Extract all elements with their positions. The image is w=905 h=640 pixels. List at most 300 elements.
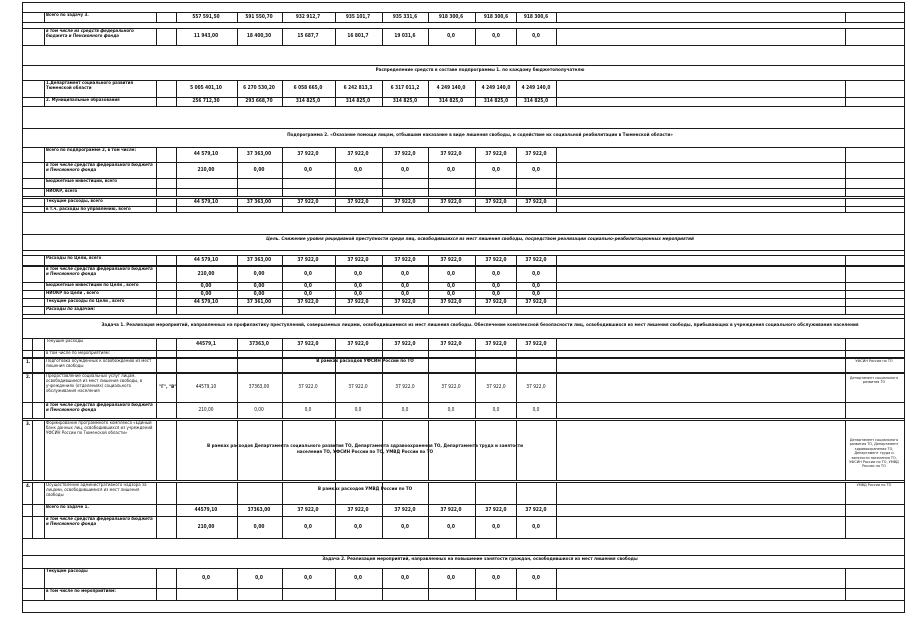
grid-line-v (282, 12, 283, 22)
grid-line-h (22, 45, 905, 46)
value-cell: 935 331,6 (392, 14, 418, 20)
value-cell: 37 922,0 (440, 341, 462, 347)
value-cell: 37 922,0 (394, 341, 416, 347)
grid-line-h (22, 480, 905, 481)
value-cell: 18 400,30 (246, 34, 272, 39)
grid-line-v (282, 198, 283, 206)
grid-line-v (176, 298, 177, 306)
grid-line-v (845, 504, 846, 516)
grid-line-v (428, 206, 429, 212)
grid-line-v (556, 306, 557, 314)
value-cell: 44579,10 (195, 385, 217, 390)
grid-line-v (44, 255, 45, 265)
row-label: НИОКР, всего (46, 189, 78, 194)
value-cell: 0,0 (304, 291, 312, 297)
value-cell: 37 922,0 (525, 152, 547, 157)
grid-line-v (516, 588, 517, 600)
value-cell: 210,00 (197, 271, 215, 277)
grid-line-v (475, 206, 476, 212)
grid-line-v (335, 178, 336, 188)
value-cell: 0,0 (447, 407, 455, 413)
row-label: Текущие расходы по Цели , всего (46, 299, 125, 304)
value-cell: 314 825,0 (345, 99, 371, 104)
grid-line-v (282, 162, 283, 178)
grid-line-v (32, 373, 33, 402)
section-heading: Распределение средств в составе подпрограммы 1. по каждому бюджетополучателю (375, 67, 585, 73)
grid-line-v (382, 178, 383, 188)
grid-line-v (176, 147, 177, 162)
grid-line-v (156, 373, 157, 402)
grid-line-v (176, 206, 177, 212)
grid-line-v (44, 306, 45, 314)
value-cell: 0,0 (492, 524, 500, 530)
grid-line-v (382, 306, 383, 314)
grid-line-v (176, 188, 177, 196)
grid-line-v (44, 28, 45, 45)
grid-line-v (556, 588, 557, 600)
grid-line-h (22, 538, 905, 539)
value-cell: 37 922,0 (486, 385, 506, 390)
value-cell: 0,0 (447, 34, 455, 39)
value-cell: 37 922,0 (347, 507, 369, 513)
grid-line-v (44, 482, 45, 504)
row-label: Всего по подпрограмме 2, в том числе: (46, 148, 137, 153)
grid-line-v (44, 402, 45, 418)
value-cell: 5 005 401,10 (190, 86, 222, 91)
grid-line-v (156, 147, 157, 162)
grid-line-v (475, 350, 476, 357)
grid-line-v (44, 338, 45, 350)
value-cell: 557 591,50 (192, 14, 220, 20)
grid-line-h (22, 65, 905, 66)
value-cell: 0,0 (304, 407, 312, 413)
grid-line-v (237, 178, 238, 188)
grid-line-v (176, 290, 177, 298)
value-cell: 37 922,0 (297, 257, 319, 263)
grid-line-v (44, 420, 45, 480)
value-cell: 11 943,00 (193, 34, 219, 39)
grid-line-v (156, 482, 157, 504)
grid-line-v (428, 188, 429, 196)
grid-line-v (556, 482, 557, 504)
grid-line-v (176, 568, 177, 588)
value-cell: 0,0 (354, 407, 362, 413)
grid-line-v (156, 282, 157, 290)
grid-line-v (176, 28, 177, 45)
value-cell: 0,0 (492, 291, 500, 297)
grid-line-h (22, 128, 905, 129)
grid-line-v (335, 206, 336, 212)
value-cell: 0,0 (354, 575, 362, 581)
value-cell: 0,0 (202, 575, 210, 581)
value-cell: 37 922,0 (298, 385, 318, 390)
row-label: в том числе по мероприятиям: (46, 351, 110, 356)
value-cell: 37 922,0 (526, 385, 546, 390)
value-cell: 37 922,0 (440, 299, 462, 305)
grid-line-v (282, 80, 283, 97)
grid-line-v (282, 373, 283, 402)
value-cell: 44579,10 (194, 507, 218, 513)
grid-line-h (22, 568, 905, 569)
grid-line-v (32, 358, 33, 372)
grid-line-v (845, 12, 846, 22)
grid-line-v (845, 28, 846, 45)
grid-line-v (556, 420, 557, 480)
value-cell: 37 922,0 (347, 257, 369, 263)
grid-line-v (176, 306, 177, 314)
value-cell: 37 922,0 (485, 507, 507, 513)
grid-line-v (44, 373, 45, 402)
grid-line-h (22, 22, 905, 23)
value-cell: 0,0 (532, 407, 540, 413)
grid-line-v (237, 588, 238, 600)
grid-line-v (845, 350, 846, 357)
grid-line-v (845, 282, 846, 290)
value-cell: 314 825,0 (523, 99, 549, 104)
value-cell: 6 058 665,0 (293, 86, 323, 91)
grid-line-v (156, 188, 157, 196)
grid-line-v (44, 350, 45, 357)
grid-line-h (22, 12, 905, 13)
grid-line-v (44, 516, 45, 538)
grid-line-v (282, 350, 283, 357)
grid-line-h (22, 314, 905, 315)
value-cell: 0,0 (492, 34, 500, 39)
value-cell: 37363,00 (247, 507, 271, 513)
grid-line-h (22, 418, 905, 419)
row-label: Расходы по задачам: (46, 307, 96, 312)
value-cell: 6 317 011,2 (390, 86, 420, 91)
executor-note: Департамент социального развития ТО (849, 374, 899, 384)
grid-line-v (156, 350, 157, 357)
grid-line-v (44, 282, 45, 290)
grid-line-v (428, 178, 429, 188)
grid-line-v (516, 482, 517, 504)
grid-line-v (32, 338, 33, 350)
value-cell: 0,0 (401, 575, 409, 581)
executor-note: Департамент социального развития ТО, Департамент здравоохранения ТО, Департамент труда и занятости населения ТО, УФСИН России по ТО, УМВД России по ТО (849, 437, 899, 469)
value-cell: 0,0 (304, 524, 312, 530)
value-cell: 0,0 (447, 283, 455, 289)
grid-line-v (44, 290, 45, 298)
executor-note: УФСИН России по ТО (855, 358, 893, 363)
grid-line-v (44, 12, 45, 22)
grid-line-v (44, 198, 45, 206)
grid-line-v (176, 420, 177, 480)
grid-line-v (176, 350, 177, 357)
value-cell: 0,00 (253, 167, 265, 173)
grid-line-v (845, 358, 846, 372)
grid-line-v (156, 266, 157, 282)
grid-line-v (428, 588, 429, 600)
grid-line-v (556, 178, 557, 188)
row-label: 2. Муниципальные образования (46, 98, 120, 103)
value-cell: 0,00 (253, 271, 265, 277)
grid-line-v (176, 80, 177, 97)
grid-line-v (382, 206, 383, 212)
grid-line-h (22, 97, 905, 98)
value-cell: 4 249 140,0 (436, 86, 466, 91)
grid-line-v (845, 306, 846, 314)
value-cell: 314 825,0 (392, 99, 418, 104)
value-cell: 37 922,0 (348, 385, 368, 390)
value-cell: 37 922,0 (440, 199, 462, 205)
value-cell: 44 579,10 (193, 299, 219, 305)
value-cell: 0,00 (253, 291, 265, 297)
row-label: в том числе по мероприятиям: (46, 589, 116, 594)
grid-line-h (22, 266, 905, 267)
value-cell: 37 922,0 (347, 341, 369, 347)
grid-line-v (44, 568, 45, 588)
row-label: Формирование программного комплекса «Единый банк данных лиц, освободившихся из учреждений УФСИН России по Тюменской области» (46, 421, 153, 436)
grid-line-v (176, 255, 177, 265)
value-cell: 293 668,70 (245, 99, 273, 104)
grid-line-v (156, 28, 157, 45)
grid-line-v (282, 516, 283, 538)
value-cell: 37 922,0 (394, 152, 416, 157)
value-cell: 0,0 (401, 407, 409, 413)
value-cell: 0,00 (200, 291, 212, 297)
grid-line-v (845, 97, 846, 106)
value-cell: 37 922,0 (485, 299, 507, 305)
section-heading: Задача 1. Реализация мероприятий, направленных на профилактику преступлений, совершаемых лицами, освободившимися из мест лишения свободы. Обеспечение комплексной безопасности лиц, освободившихся из мест лишения свободы, прибывающих в учреждения социального обслуживания населения (101, 323, 859, 328)
grid-line-v (237, 306, 238, 314)
value-cell: 37 922,0 (347, 199, 369, 205)
grid-line-v (845, 188, 846, 196)
value-cell: 0,0 (401, 524, 409, 530)
grid-line-v (32, 420, 33, 480)
grid-line-v (44, 178, 45, 188)
grid-line-v (282, 282, 283, 290)
grid-line-v (282, 188, 283, 196)
value-cell: 591 550,70 (245, 14, 273, 20)
value-cell: 37 922,0 (485, 257, 507, 263)
grid-line-h (22, 318, 905, 319)
grid-line-v (32, 350, 33, 357)
grid-line-v (556, 206, 557, 212)
row-label: НИОКР по Цели , всего (46, 291, 99, 296)
value-cell: 37 922,0 (525, 199, 547, 205)
value-cell: 0,0 (354, 283, 362, 289)
grid-line-v (176, 282, 177, 290)
grid-line-v (176, 162, 177, 178)
value-cell: 0,0 (532, 524, 540, 530)
grid-line-v (845, 373, 846, 402)
grid-line-v (475, 188, 476, 196)
grid-line-h (22, 255, 905, 256)
value-cell: 918 300,6 (523, 14, 549, 20)
grid-line-v (428, 306, 429, 314)
value-cell: 37 922,0 (440, 507, 462, 513)
grid-line-v (335, 350, 336, 357)
grid-line-v (556, 350, 557, 357)
value-cell: 37363,0 (249, 341, 269, 347)
grid-line-v (475, 306, 476, 314)
value-cell: 0,00 (253, 524, 265, 530)
grid-line-v (44, 206, 45, 212)
value-cell: 0,0 (447, 167, 455, 173)
value-cell: 256 712,30 (192, 99, 220, 104)
executor-note: УМВД России по ТО (856, 482, 892, 487)
grid-line-v (156, 516, 157, 538)
grid-line-h (22, 482, 905, 483)
row-label: Расходы по Цели, всего (46, 256, 102, 261)
grid-line-v (282, 482, 283, 504)
value-cell: 37 922,0 (297, 341, 319, 347)
value-cell: 37 922,0 (395, 385, 415, 390)
grid-line-v (382, 188, 383, 196)
grid-line-v (282, 298, 283, 306)
grid-line-v (156, 568, 157, 588)
value-cell: 37 922,0 (297, 299, 319, 305)
value-cell: 0,0 (492, 575, 500, 581)
row-label: Текущие расходы (46, 339, 84, 344)
value-cell: 935 101,7 (345, 14, 371, 20)
value-cell: 0,0 (532, 271, 540, 277)
section-heading: Задача 2. Реализация мероприятий, направленных на повышение занятости граждан, освободившихся из мест лишения свободы (322, 556, 638, 562)
grid-line-h (22, 350, 905, 351)
grid-line-v (845, 482, 846, 504)
grid-line-v (282, 255, 283, 265)
value-cell: 37 922,0 (440, 257, 462, 263)
grid-line-v (156, 504, 157, 516)
value-cell: 37 922,0 (485, 199, 507, 205)
grid-line-v (335, 588, 336, 600)
grid-line-top (22, 2, 905, 3)
grid-line-v (44, 298, 45, 306)
value-cell: 37 922,0 (441, 385, 461, 390)
value-cell: 6 270 530,20 (243, 86, 275, 91)
grid-line-v (282, 266, 283, 282)
grid-line-v (156, 12, 157, 22)
grid-line-v (845, 516, 846, 538)
value-cell: 0,0 (492, 283, 500, 289)
value-cell: 0,0 (354, 271, 362, 277)
grid-line-v (282, 306, 283, 314)
value-cell: 37 922,0 (347, 299, 369, 305)
grid-line-v (156, 338, 157, 350)
value-cell: 37 922,0 (297, 199, 319, 205)
grid-line-v (428, 482, 429, 504)
grid-line-left (22, 2, 23, 612)
grid-line-v (44, 147, 45, 162)
grid-line-v (516, 306, 517, 314)
row-label: Бюджетные инвестиции, всего (46, 179, 118, 184)
value-cell: 0,0 (255, 575, 263, 581)
grid-line-v (556, 188, 557, 196)
grid-line-v (845, 568, 846, 588)
grid-line-v (475, 178, 476, 188)
grid-line-v (845, 298, 846, 306)
grid-line-v (176, 97, 177, 106)
grid-line-v (282, 206, 283, 212)
grid-line-h (22, 338, 905, 339)
grid-line-v (845, 588, 846, 600)
row-label: Текущие расходы (46, 569, 88, 574)
grid-line-v (176, 12, 177, 22)
grid-line-h (22, 504, 905, 505)
value-cell: 37 922,0 (525, 257, 547, 263)
row-label: в том числе средства федерального бюджета и Пенсионного фонда (46, 517, 153, 527)
grid-line-h (22, 234, 905, 235)
grid-line-v (282, 402, 283, 418)
merged-expense-note: В рамках расходов УМВД России по ТО (317, 487, 413, 492)
grid-line-v (156, 97, 157, 106)
grid-line-v (845, 198, 846, 206)
grid-line-v (282, 97, 283, 106)
grid-line-v (475, 482, 476, 504)
value-cell: 37 922,0 (485, 152, 507, 157)
value-cell: 210,00 (198, 407, 214, 413)
value-cell: 37 922,0 (347, 152, 369, 157)
value-cell: 0,0 (401, 271, 409, 277)
value-cell: 19 031,6 (394, 34, 416, 39)
value-cell: 0,0 (532, 291, 540, 297)
value-cell: 0,0 (401, 283, 409, 289)
grid-line-v (156, 162, 157, 178)
value-cell: 0,0 (354, 291, 362, 297)
value-cell: 0,0 (401, 291, 409, 297)
grid-line-v (335, 188, 336, 196)
grid-line-v (44, 97, 45, 106)
value-cell: 6 242 813,3 (343, 86, 373, 91)
grid-line-v (845, 80, 846, 97)
grid-line-v (176, 482, 177, 504)
grid-line-v (156, 80, 157, 97)
value-cell: 37 363,00 (246, 257, 272, 263)
grid-line-v (44, 162, 45, 178)
row-label: 1.Департамент социального развития Тюменской области (46, 81, 133, 91)
grid-line-h (22, 178, 905, 179)
grid-line-v (156, 198, 157, 206)
grid-line-v (176, 516, 177, 538)
grid-line-v (156, 255, 157, 265)
grid-line-v (237, 482, 238, 504)
row-mark: "Г", "В" (159, 385, 177, 390)
value-cell: 0,00 (200, 283, 212, 289)
value-cell: 37 922,0 (394, 199, 416, 205)
value-cell: 0,0 (354, 167, 362, 173)
value-cell: 0,0 (492, 271, 500, 277)
merged-expense-note: В рамках расходов Департамента социального развития ТО, Департамента здравоохранения ТО, Департамента труда и занятости населения ТО, УФСИН России по ТО, УМВД России по ТО (207, 444, 523, 455)
grid-line-v (176, 588, 177, 600)
value-cell: 210,00 (197, 524, 215, 530)
grid-line-v (176, 358, 177, 372)
grid-line-v (282, 338, 283, 350)
row-label: Подготовка осужденных к освобождению из мест лишения свободы (46, 359, 152, 369)
value-cell: 4 249 140,0 (481, 86, 511, 91)
grid-line-v (176, 198, 177, 206)
value-cell: 0,00 (254, 407, 264, 413)
grid-line-v (176, 338, 177, 350)
value-cell: 15 687,7 (297, 34, 319, 39)
grid-line-v (237, 350, 238, 357)
value-cell: 37 922,0 (485, 341, 507, 347)
grid-line-v (516, 178, 517, 188)
grid-line-v (516, 350, 517, 357)
grid-line-bottom (22, 612, 905, 613)
grid-line-v (156, 290, 157, 298)
grid-line-v (845, 255, 846, 265)
row-number: 4. (26, 484, 31, 489)
grid-line-h (22, 212, 905, 213)
grid-line-v (282, 178, 283, 188)
row-number: 1. (26, 360, 31, 365)
row-number: 2. (26, 375, 31, 380)
grid-line-v (845, 147, 846, 162)
value-cell: 37 922,0 (440, 152, 462, 157)
grid-line-v (382, 482, 383, 504)
